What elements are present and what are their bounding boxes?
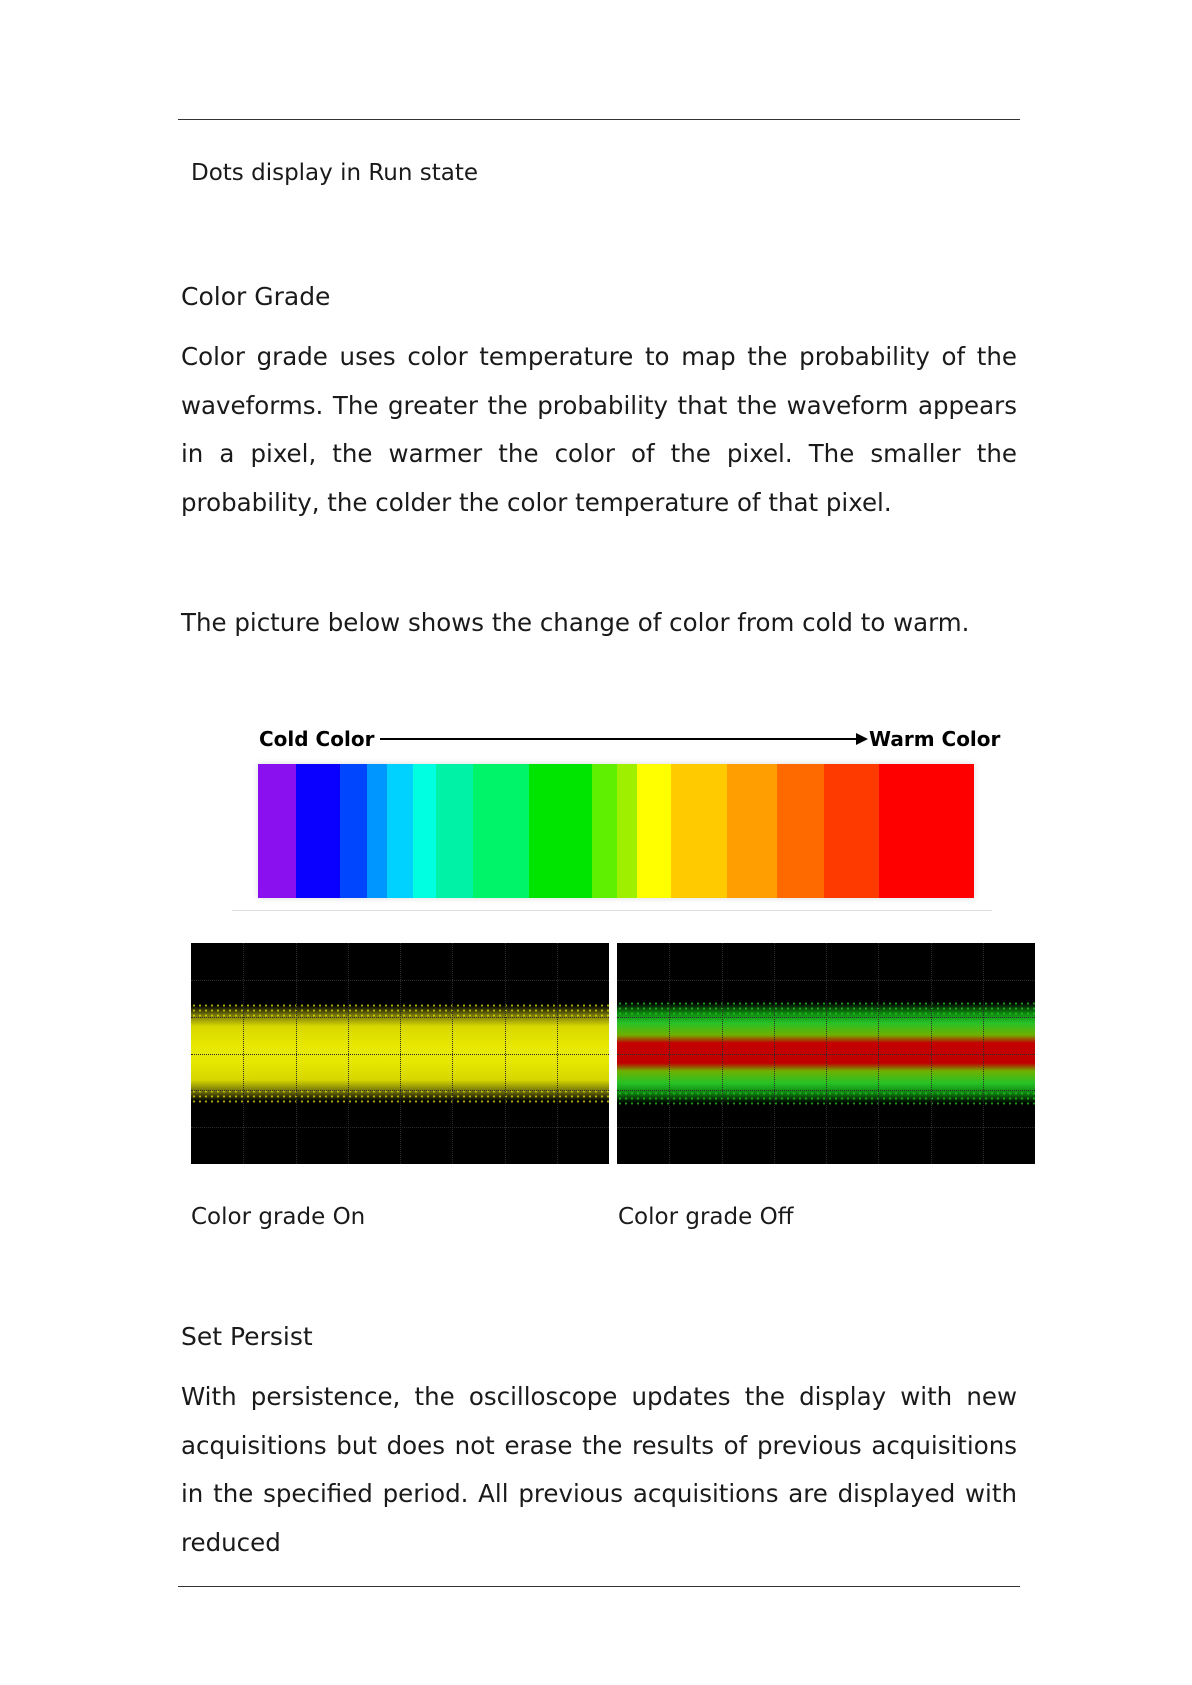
gradient-swatch <box>777 764 824 898</box>
gradient-swatch <box>473 764 529 898</box>
footer-rule <box>178 1586 1020 1587</box>
grid-line-horizontal <box>191 980 609 981</box>
cold-to-warm-arrow <box>380 738 856 740</box>
color-gradient-bar <box>258 764 974 898</box>
grid-line-horizontal <box>191 1127 609 1128</box>
gradient-swatch <box>258 764 296 898</box>
gradient-swatch <box>671 764 727 898</box>
gradient-swatch <box>436 764 473 898</box>
gradient-swatch <box>617 764 637 898</box>
gradient-swatch <box>727 764 777 898</box>
gradient-swatch <box>879 764 974 898</box>
color-temperature-figure <box>232 722 1001 910</box>
grid-line-horizontal <box>617 1054 1035 1055</box>
grid-line-horizontal <box>191 1054 609 1055</box>
arrow-head-icon <box>856 733 868 745</box>
gradient-swatch <box>340 764 367 898</box>
scope-color-grade-off <box>617 943 1035 1164</box>
gradient-swatch <box>296 764 340 898</box>
gradient-swatch <box>529 764 592 898</box>
grid-line-horizontal <box>191 1090 609 1091</box>
scope-color-grade-on <box>191 943 609 1164</box>
gradient-swatch <box>367 764 387 898</box>
color-grade-on-caption: Color grade On <box>191 1204 366 1230</box>
grid-line-horizontal <box>617 1017 1035 1018</box>
dots-display-caption: Dots display in Run state <box>191 160 479 186</box>
warm-color-label: Warm Color <box>869 727 1001 751</box>
grid-line-horizontal <box>191 1017 609 1018</box>
gradient-swatch <box>413 764 436 898</box>
set-persist-paragraph: With persistence, the oscilloscope updates the display with new acquisitions but does not erase the results of previous acquisitions in the specified period. All previous acquisitions are displayed with reduced <box>181 1382 1017 1557</box>
gradient-swatch <box>592 764 617 898</box>
gradient-swatch <box>637 764 671 898</box>
header-rule <box>178 119 1020 120</box>
color-grade-heading: Color Grade <box>181 282 331 311</box>
color-grade-paragraph: Color grade uses color temperature to map the probability of the waveforms. The greater the probability that the waveform appears in a pixel, the warmer the color of the pixel. The smaller the probability, the colder the color temperature of that pixel. <box>181 342 1017 517</box>
set-persist-heading: Set Persist <box>181 1322 313 1351</box>
cold-color-label: Cold Color <box>259 727 375 751</box>
grid-line-horizontal <box>617 980 1035 981</box>
grid-line-horizontal <box>617 1090 1035 1091</box>
grid-line-horizontal <box>617 1127 1035 1128</box>
picture-intro-text: The picture below shows the change of color from cold to warm. <box>181 608 970 637</box>
gradient-swatch <box>387 764 413 898</box>
gradient-swatch <box>824 764 879 898</box>
color-grade-off-caption: Color grade Off <box>618 1204 794 1230</box>
